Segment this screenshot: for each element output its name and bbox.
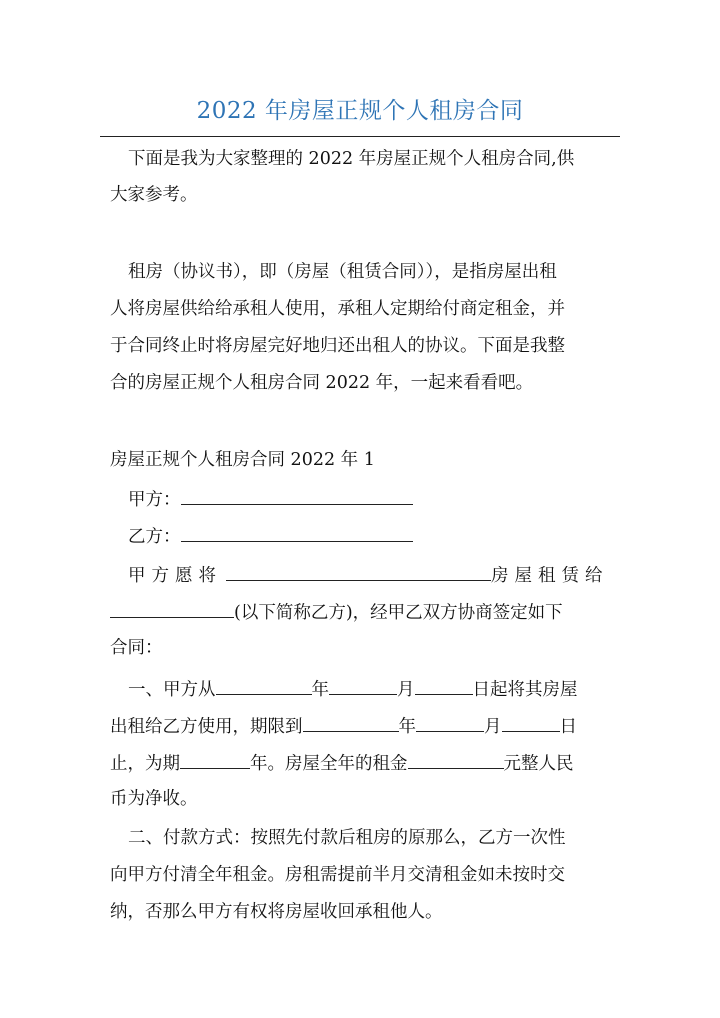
party-a-label: 甲方： (128, 490, 181, 510)
party-b-row (110, 523, 633, 549)
clause1-line-3 (110, 750, 615, 776)
clause1-blank-end-year (303, 713, 399, 732)
definition-line-1: 租房（协议书），即（房屋（租赁合同）），是指房屋出租 (128, 262, 557, 282)
lease-text-1: 甲方愿将 (128, 566, 222, 586)
clause1-text-b4: 日 (559, 717, 577, 737)
clause1-text-c3: 元整人民 (503, 754, 574, 774)
clause1-text-b1: 出租给乙方使用，期限到 (110, 717, 303, 737)
clause1-blank-end-day (502, 713, 560, 732)
clause1-text-b2: 年 (398, 717, 416, 737)
lease-blank-1 (226, 562, 491, 581)
clause1-text-c1: 止，为期 (110, 754, 180, 774)
party-a-row (110, 486, 633, 512)
clause1-blank-start-day (415, 676, 473, 695)
clause1-text-d1: 币为净收。 (110, 789, 198, 809)
document-title: 2022 年房屋正规个人租房合同 (196, 98, 524, 124)
definition-line-3: 于合同终止时将房屋完好地归还出租人的协议。下面是我整 (110, 336, 565, 356)
clause1-line-1 (110, 676, 633, 702)
clause1-blank-rent (408, 750, 504, 769)
party-a-blank (181, 486, 413, 505)
clause1-blank-end-month (416, 713, 484, 732)
party-b-label: 乙方： (128, 527, 181, 547)
lease-blank-2 (110, 599, 234, 618)
clause1-text-a1: 一、甲方从 (128, 680, 216, 700)
clause1-text-a2: 年 (311, 680, 329, 700)
definition-line-4: 合的房屋正规个人租房合同 2022 年，一起来看看吧。 (110, 373, 534, 393)
clause1-text-b3: 月 (484, 717, 502, 737)
lease-text-3: (以下简称乙方)，经甲乙双方协商签定如下 (234, 603, 563, 623)
lease-line-1 (110, 562, 633, 588)
intro-line-2: 大家参考。 (110, 185, 198, 205)
lease-text-4: 合同： (110, 638, 163, 658)
lease-text-2: 房屋租赁给 (491, 566, 609, 586)
title-divider (100, 136, 620, 137)
clause1-text-a3: 月 (397, 680, 415, 700)
definition-line-2: 人将房屋供给给承租人使用，承租人定期给付商定租金，并 (110, 299, 565, 319)
clause1-blank-start-month (329, 676, 397, 695)
clause1-blank-start-year (216, 676, 312, 695)
clause1-text-a4: 日起将其房屋 (472, 680, 578, 700)
clause2-line-2: 向甲方付清全年租金。房租需提前半月交清租金如未按时交 (110, 865, 565, 885)
clause1-blank-term (180, 750, 250, 769)
clause1-text-c2: 年。房屋全年的租金 (250, 754, 408, 774)
clause2-line-3: 纳，否那么甲方有权将房屋收回承租他人。 (110, 902, 443, 922)
clause2-line-1: 二、付款方式：按照先付款后租房的原那么，乙方一次性 (128, 828, 566, 848)
contract-heading: 房屋正规个人租房合同 2022 年 1 (110, 450, 375, 470)
clause1-line-2 (110, 713, 615, 739)
party-b-blank (181, 523, 413, 542)
intro-line-1: 下面是我为大家整理的 2022 年房屋正规个人租房合同,供 (128, 149, 575, 169)
lease-line-2 (110, 599, 615, 625)
